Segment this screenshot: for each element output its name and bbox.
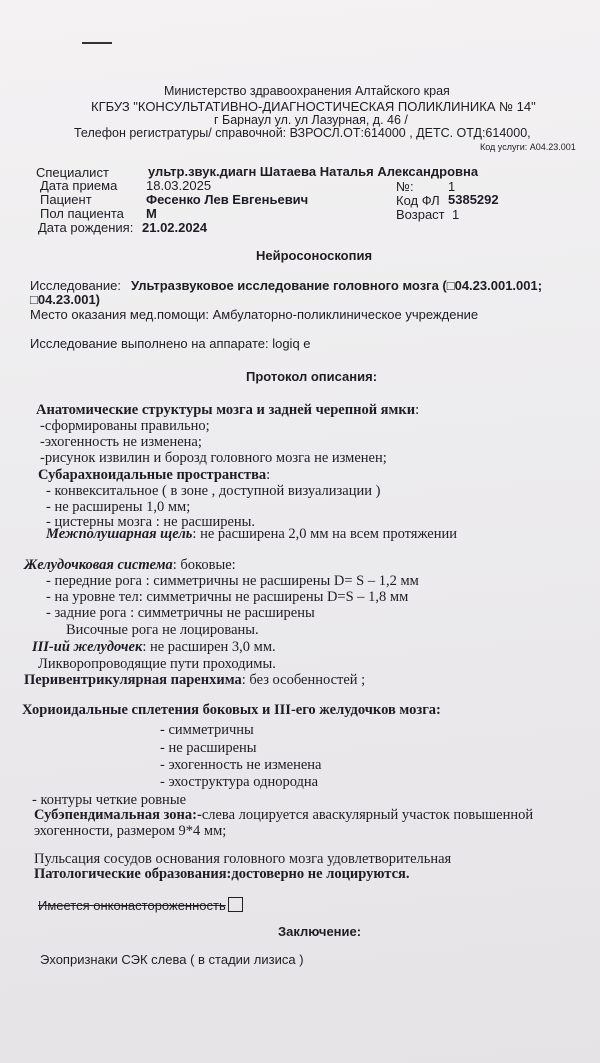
periventricular-line: Перивентрикулярная паренхима: без особенностей ;	[24, 672, 366, 688]
age-label: Возраст	[396, 207, 445, 222]
ventricle-anterior-horns: - передние рога : симметричны не расширены D= S – 1,2 мм	[46, 573, 419, 589]
exam-value-2: □04.23.001)	[30, 292, 101, 307]
subependymal-line-2: эхогенности, размером 9*4 мм;	[34, 823, 227, 839]
patient-name: Фесенко Лев Евгеньевич	[146, 192, 309, 207]
date-label: Дата приема	[40, 178, 118, 193]
number-value: 1	[448, 179, 456, 194]
specialist-label: Специалист	[36, 165, 109, 180]
patient-label: Пациент	[40, 192, 92, 207]
sex-value: М	[146, 206, 157, 221]
subarachnoid-item-1: - конвекситальное ( в зоне , доступной визуализации )	[46, 483, 381, 499]
subarachnoid-item-3: - цистерны мозга : не расширены.	[46, 514, 256, 530]
conclusion-title: Заключение:	[278, 924, 362, 939]
choroid-item-1: - симметричны	[160, 722, 254, 738]
choroid-item-5: - контуры четкие ровные	[32, 792, 186, 808]
subarachnoid-item-2: - не расширены 1,0 мм;	[46, 499, 191, 515]
oncology-alert-line: Имеется онконастороженность	[38, 897, 243, 913]
fl-code-label: Код ФЛ	[396, 193, 440, 208]
clinic-address: г Барнаул ул. ул Лазурная, д. 46 /	[214, 113, 408, 127]
protocol-title: Протокол описания:	[246, 369, 378, 384]
ventricle-posterior-horns: - задние рога : симметричны не расширены	[46, 605, 315, 621]
ventricular-heading: Желудочковая система: боковые:	[24, 557, 236, 573]
study-title: Нейросоноскопия	[256, 248, 373, 263]
pathology-line: Патологические образования:достоверно не лоцируются.	[34, 866, 410, 882]
place-of-care: Место оказания мед.помощи: Амбулаторно-поликлиническое учреждение	[30, 307, 479, 322]
anatomy-item-3: -рисунок извилин и борозд головного мозга не изменен;	[40, 450, 387, 466]
sex-label: Пол пациента	[40, 206, 124, 221]
anatomy-heading: Анатомические структуры мозга и задней черепной ямки:	[36, 402, 420, 418]
clinic-phone: Телефон регистратуры/ справочной: ВЗРОСЛ.ОТ:614000 , ДЕТС. ОТД:614000,	[74, 126, 531, 140]
subarachnoid-heading: Субарахноидальные пространства:	[38, 467, 271, 483]
birth-value: 21.02.2024	[142, 220, 208, 235]
interhemispheric-line: Межполушарная щель: не расширена 2,0 мм на всем протяжении	[46, 526, 458, 542]
ventricle-temporal-horns: Височные рога не лоцированы.	[66, 622, 259, 638]
subependymal-line: Субэпендимальная зона:-слева лоцируется аваскулярный участок повышенной	[34, 807, 534, 823]
third-ventricle-line: III-ий желудочек: не расширен 3,0 мм.	[32, 639, 276, 655]
fl-code-value: 5385292	[448, 192, 499, 207]
pulsation-line: Пульсация сосудов основания головного мозга удовлетворительная	[34, 851, 452, 867]
service-code: Код услуги: A04.23.001	[480, 142, 576, 152]
age-value: 1	[452, 207, 460, 222]
choroid-item-2: - не расширены	[160, 740, 257, 756]
date-value: 18.03.2025	[146, 178, 212, 193]
exam-label: Исследование:	[30, 278, 121, 293]
oncology-checkbox	[228, 897, 243, 912]
choroid-item-3: - эхогенность не изменена	[160, 757, 322, 773]
ventricle-bodies: - на уровне тел: симметричны не расширены D=S – 1,8 мм	[46, 589, 409, 605]
birth-label: Дата рождения:	[38, 220, 134, 235]
dash-mark	[82, 42, 112, 44]
csf-pathways: Ликворопроводящие пути проходимы.	[38, 656, 276, 672]
choroid-heading: Хориоидальные сплетения боковых и III-его желудочков мозга:	[22, 702, 441, 718]
clinic-name: КГБУЗ "КОНСУЛЬТАТИВНО-ДИАГНОСТИЧЕСКАЯ ПОЛИКЛИНИКА № 14"	[91, 99, 536, 114]
conclusion-text: Эхопризнаки СЭК слева ( в стадии лизиса )	[40, 952, 304, 967]
exam-value-1: Ультразвуковое исследование головного мозга (□04.23.001.001;	[131, 278, 543, 293]
specialist-value: ультр.звук.диагн Шатаева Наталья Александровна	[148, 164, 479, 179]
anatomy-item-1: -сформированы правильно;	[40, 418, 210, 434]
ministry-line: Министерство здравоохранения Алтайского края	[164, 84, 450, 98]
device-line: Исследование выполнено на аппарате: logiq e	[30, 336, 311, 351]
number-label: №:	[396, 179, 414, 194]
choroid-item-4: - эхоструктура однородна	[160, 774, 319, 790]
anatomy-item-2: -эхогенность не изменена;	[40, 434, 202, 450]
